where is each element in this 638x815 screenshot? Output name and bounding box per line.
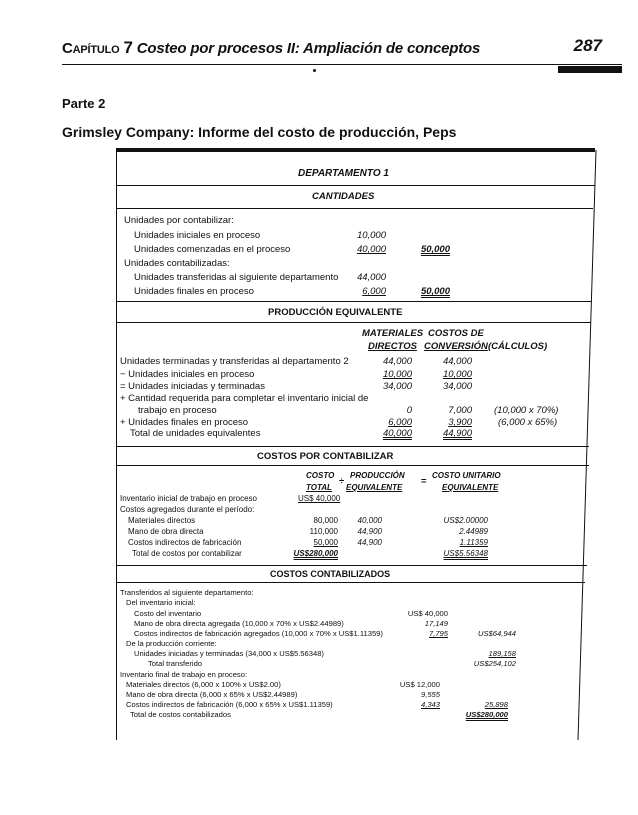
c-label: Mano de obra directa <box>128 527 204 536</box>
q-value: 10,000 <box>356 230 386 241</box>
q-label: Unidades iniciales en proceso <box>134 230 261 241</box>
c-label: Materiales directos <box>128 516 196 525</box>
e-m: 40,000 <box>382 428 412 439</box>
rule-accounted <box>117 582 585 583</box>
rule-accounted-top <box>117 565 587 566</box>
c-total: US$280,000 <box>293 549 338 558</box>
c-eq: 44,900 <box>357 527 382 536</box>
e-c: 44,900 <box>442 428 472 439</box>
e-label: trabajo en proceso <box>138 405 217 416</box>
a-total: US$254,102 <box>473 659 516 668</box>
e-m: 10,000 <box>382 369 412 380</box>
c-total: 50,000 <box>313 538 338 547</box>
col-conversion-1: COSTOS DE <box>428 328 484 339</box>
e-c: 7,000 <box>448 405 472 416</box>
a-label: Mano de obra directa agregada (10,000 x 70% x US$2.44989) <box>134 619 344 628</box>
col-cost-1: COSTO <box>306 471 335 480</box>
e-label: Total de unidades equivalentes <box>130 428 261 439</box>
c-label: Inventario inicial de trabajo en proceso <box>120 494 257 503</box>
a-label: Costos indirectos de fabricación agregados (10,000 x 70% x US$1.11359) <box>134 629 383 638</box>
part-label: Parte 2 <box>62 96 106 111</box>
q-label: Unidades finales en proceso <box>134 286 254 297</box>
e-label: + Unidades finales en proceso <box>120 417 249 428</box>
e-c: 34,000 <box>442 381 472 392</box>
col-conversion-2: CONVERSIÓN <box>424 341 488 352</box>
q-total: 50,000 <box>420 286 450 297</box>
a-label: Total de costos contabilizados <box>130 710 231 719</box>
a-label: Total transferido <box>148 659 203 668</box>
q-value: 6,000 <box>362 286 386 297</box>
c-label: Total de costos por contabilizar <box>132 549 242 558</box>
chapter-title: Costeo por procesos II: Ampliación de conceptos <box>136 40 481 57</box>
col-materials-1: MATERIALES <box>362 328 424 339</box>
c-unit: 1.11359 <box>459 538 488 547</box>
rule-costs <box>117 465 589 466</box>
e-label: Unidades terminadas y transferidas al departamento 2 <box>120 356 349 367</box>
rule-dept <box>117 185 595 186</box>
col-eq-1: PRODUCCIÓN <box>350 471 405 480</box>
q-value: 40,000 <box>356 244 386 255</box>
a-label: Materiales directos (6,000 x 100% x US$2.00) <box>126 680 281 689</box>
c-unit: US$2.00000 <box>443 516 488 525</box>
e-c: 3,900 <box>448 417 472 428</box>
a-total: US$280,000 <box>465 710 508 719</box>
a-total: US$64,944 <box>478 629 516 638</box>
a-total: 25,898 <box>484 700 508 709</box>
e-calc: (10,000 x 70%) <box>494 405 559 416</box>
costs-to-account-heading: COSTOS POR CONTABILIZAR <box>257 451 394 462</box>
c-label: Costos agregados durante el período: <box>120 505 255 514</box>
a-label: Costos indirectos de fabricación (6,000 x 65% x US$1.11359) <box>126 700 333 709</box>
col-calc: (CÁLCULOS) <box>488 341 548 352</box>
a-label: Mano de obra directa (6,000 x 65% x US$2.44989) <box>126 690 298 699</box>
e-label: − Unidades iniciales en proceso <box>120 369 255 380</box>
col-unit-1: COSTO UNITARIO <box>432 471 501 480</box>
a-label: Unidades iniciadas y terminadas (34,000 x US$5.56348) <box>134 649 324 658</box>
a-value: 9,555 <box>420 690 440 699</box>
rule-costs-top <box>117 446 589 447</box>
report-subtitle: Grimsley Company: Informe del costo de producción, Peps <box>62 124 457 140</box>
e-c: 44,000 <box>442 356 472 367</box>
col-unit-2: EQUIVALENTE <box>442 483 499 492</box>
col-materials-2: DIRECTOS <box>368 341 417 352</box>
operator-equals: = <box>421 476 427 487</box>
q-total: 50,000 <box>420 244 450 255</box>
a-label: Del inventario inicial: <box>126 598 196 607</box>
col-cost-2: TOTAL <box>306 483 332 492</box>
rule-quantities <box>117 208 593 209</box>
q-label: Unidades transferidas al siguiente departamento <box>134 272 339 283</box>
a-value: 17,149 <box>424 619 448 628</box>
e-m: 6,000 <box>388 417 412 428</box>
a-label: De la producción corriente: <box>126 639 217 648</box>
e-m: 34,000 <box>382 381 412 392</box>
chapter-number: 7 <box>123 38 133 57</box>
c-total: 80,000 <box>313 516 338 525</box>
e-label: = Unidades iniciadas y terminadas <box>120 381 265 392</box>
e-label: + Cantidad requerida para completar el inventario inicial de <box>120 393 369 404</box>
c-total: US$ 40,000 <box>298 494 341 503</box>
c-eq: 40,000 <box>357 516 382 525</box>
a-value: 4,343 <box>420 700 440 709</box>
chapter-word: Capítulo <box>62 40 120 57</box>
e-m: 44,000 <box>382 356 412 367</box>
c-unit: 2.44989 <box>459 527 488 536</box>
costs-accounted-heading: COSTOS CONTABILIZADOS <box>270 569 391 579</box>
q-value: 44,000 <box>356 272 386 283</box>
page-number: 287 <box>573 36 602 55</box>
c-total: 110,000 <box>309 527 338 536</box>
e-calc: (6,000 x 65%) <box>498 417 558 428</box>
q-label: Unidades contabilizadas: <box>124 258 230 269</box>
c-label: Costos indirectos de fabricación <box>128 538 242 547</box>
a-label: Transferidos al siguiente departamento: <box>120 588 254 597</box>
q-label: Unidades comenzadas en el proceso <box>134 244 291 255</box>
a-value: 7,795 <box>428 629 448 638</box>
a-label: Inventario final de trabajo en proceso: <box>120 670 248 679</box>
c-eq: 44,900 <box>357 538 382 547</box>
rule-equiv <box>117 322 591 323</box>
c-unit: US$5.56348 <box>443 549 488 558</box>
rule-equiv-top <box>117 301 591 302</box>
col-eq-2: EQUIVALENTE <box>346 483 403 492</box>
q-label: Unidades por contabilizar: <box>124 215 234 226</box>
quantities-heading: CANTIDADES <box>312 191 375 202</box>
e-m: 0 <box>406 405 412 416</box>
e-c: 10,000 <box>442 369 472 380</box>
operator-divide: ÷ <box>339 476 345 487</box>
equivalent-heading: PRODUCCIÓN EQUIVALENTE <box>268 307 403 318</box>
department-heading: DEPARTAMENTO 1 <box>298 168 389 179</box>
a-value: US$ 40,000 <box>407 609 448 618</box>
a-value: US$ 12,000 <box>399 680 440 689</box>
a-total: 189,158 <box>488 649 516 658</box>
a-label: Costo del inventario <box>134 609 202 618</box>
